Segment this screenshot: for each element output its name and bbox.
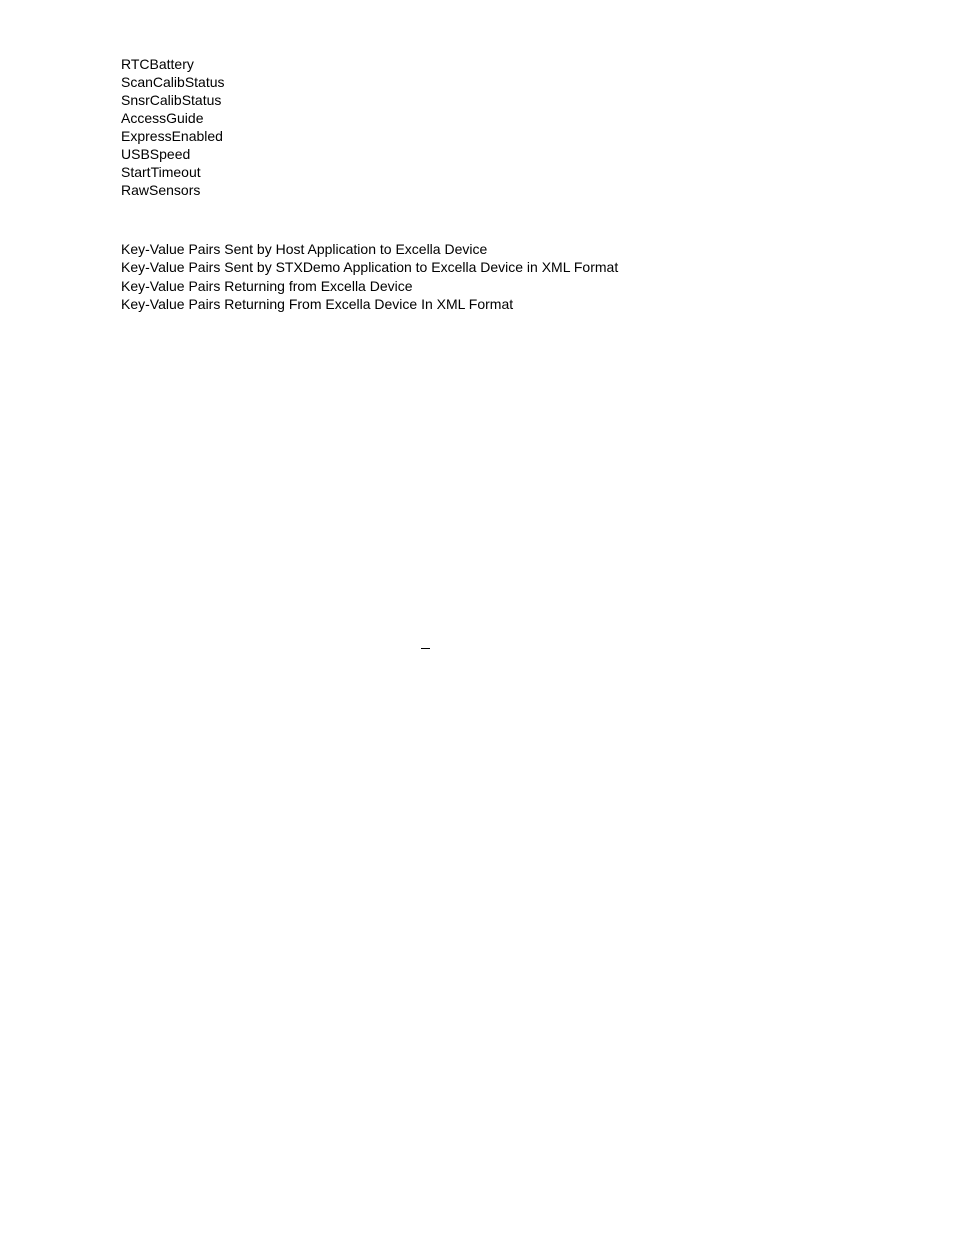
related-topic-link[interactable]: Key-Value Pairs Sent by STXDemo Application to Excella Device in XML Format [121, 259, 619, 276]
key-name-item: RawSensors [121, 182, 201, 198]
related-topic-link[interactable]: Key-Value Pairs Returning From Excella Device In XML Format [121, 295, 514, 312]
dash-mark [421, 648, 430, 649]
key-name-item: SnsrCalibStatus [121, 92, 222, 108]
related-topic-item [121, 295, 618, 313]
key-name-item: ScanCalibStatus [121, 74, 225, 90]
related-topics-list [121, 240, 618, 313]
related-topic-item [121, 258, 618, 276]
key-name-item: StartTimeout [121, 164, 201, 180]
key-name-list [121, 55, 225, 199]
related-topic-item [121, 277, 618, 295]
related-topic-link[interactable]: Key-Value Pairs Sent by Host Application to Excella Device [121, 241, 488, 257]
key-name-item: ExpressEnabled [121, 128, 223, 144]
key-name-item: RTCBattery [121, 56, 194, 72]
key-name-item: USBSpeed [121, 146, 191, 162]
key-name-item: AccessGuide [121, 110, 204, 126]
related-topic-item [121, 240, 618, 258]
related-topic-link[interactable]: Key-Value Pairs Returning from Excella Device [121, 277, 413, 294]
